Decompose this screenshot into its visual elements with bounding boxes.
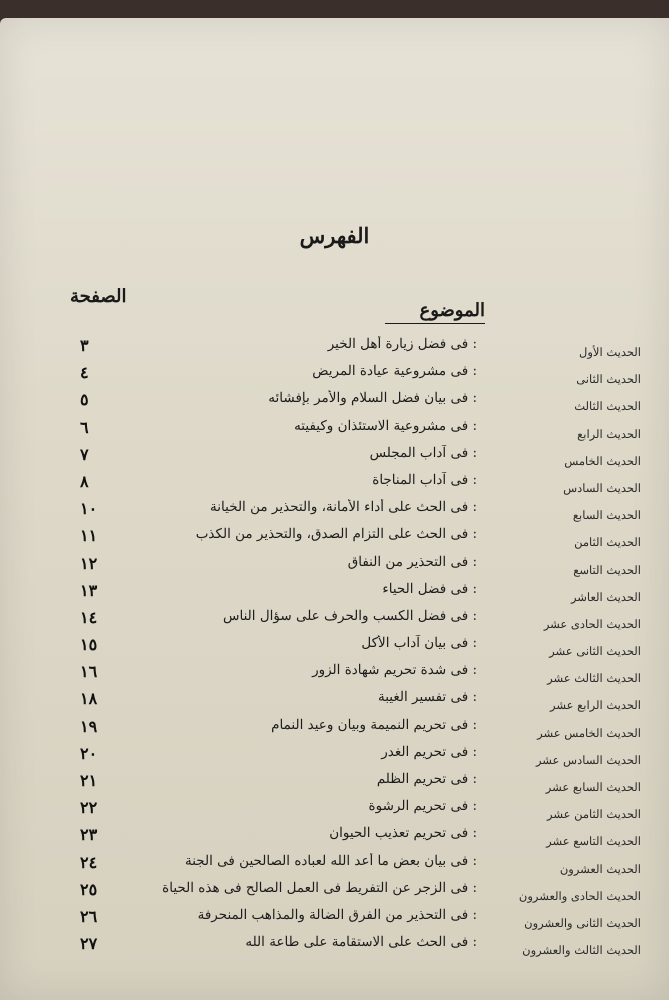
page-number: ١٥ [80, 635, 98, 655]
toc-list [0, 336, 669, 961]
page-number: ٦ [80, 417, 89, 437]
page-number: ٢٤ [80, 852, 98, 872]
hadith-label: الحديث السادس عشر [535, 752, 641, 767]
topic-text: فى تحريم الغدر [381, 743, 469, 760]
topic-wrap [122, 717, 477, 733]
leader-dots: : [468, 336, 477, 352]
hadith-label: الحديث الرابع عشر [550, 698, 641, 713]
topic-text: فى فضل زيارة أهل الخير [327, 336, 469, 352]
page-number: ٢٣ [80, 825, 98, 845]
hadith-label: الحديث التاسع عشر [546, 834, 641, 849]
topic-wrap [122, 771, 477, 787]
leader-dots: : [468, 743, 477, 760]
hadith-label: الحديث الحادى والعشرون [518, 888, 641, 903]
hadith-label: الحديث الثالث [574, 399, 641, 414]
page-number: ٢٦ [80, 906, 98, 926]
topic-wrap [122, 825, 477, 841]
topic-text: فى تحريم تعذيب الحيوان [329, 825, 469, 842]
leader-dots: : [468, 363, 477, 380]
page-number: ٣ [80, 336, 89, 355]
topic-wrap [122, 907, 477, 923]
page-number: ٢٧ [80, 934, 98, 954]
topic-text: فى التحذير من الفرق الضالة والمذاهب المنحرفة [197, 906, 469, 923]
page-number: ١١ [80, 526, 98, 546]
page-number: ١٨ [80, 689, 98, 709]
leader-dots: : [468, 444, 477, 461]
leader-dots: : [468, 906, 477, 923]
hadith-label: الحديث الحادى عشر [543, 616, 641, 631]
hadith-label: الحديث الأول [579, 345, 641, 359]
topic-text: فى آداب المجلس [369, 444, 469, 461]
toc-entry [0, 798, 669, 825]
leader-dots: : [468, 689, 477, 706]
topic-text: فى الزجر عن التفريط فى العمل الصالح فى هذه الحياة [162, 879, 469, 896]
topic-text: فى تفسير الغيبة [377, 689, 469, 706]
topic-wrap [122, 853, 477, 869]
toc-entry [0, 717, 669, 744]
hadith-label: الحديث الخامس [564, 453, 641, 468]
topic-column-header: الموضوع [385, 300, 485, 324]
hadith-label: الحديث الرابع [577, 426, 641, 441]
leader-dots: : [468, 553, 477, 570]
leader-dots: : [468, 825, 477, 842]
topic-wrap [122, 363, 477, 379]
page-number: ٨ [80, 471, 89, 491]
topic-text: فى بيان آداب الأكل [361, 635, 469, 652]
topic-wrap [122, 581, 477, 597]
toc-entry [0, 445, 669, 472]
topic-text: فى فضل الكسب والحرف على سؤال الناس [223, 607, 469, 624]
topic-text: فى التحذير من النفاق [347, 553, 469, 570]
topic-text: فى مشروعية عيادة المريض [312, 363, 469, 380]
page-number: ٢١ [80, 771, 98, 790]
page-number: ٢٥ [80, 879, 98, 899]
leader-dots: : [468, 390, 477, 407]
topic-text: فى تحريم الرشوة [368, 798, 469, 815]
topic-wrap [122, 662, 477, 678]
page-number: ١٢ [80, 553, 98, 573]
leader-dots: : [468, 499, 477, 516]
leader-dots: : [468, 934, 477, 951]
topic-wrap [122, 689, 477, 705]
topic-wrap [122, 390, 477, 406]
topic-wrap [122, 798, 477, 814]
page-number: ١٠ [80, 499, 98, 519]
toc-entry [0, 771, 669, 798]
toc-entry [0, 363, 669, 390]
hadith-label: الحديث الثانى والعشرون [524, 915, 641, 930]
toc-entry [0, 581, 669, 608]
page-number: ١٦ [80, 662, 98, 682]
page-number: ٢٠ [80, 743, 98, 763]
page-number: ٢٢ [80, 798, 98, 818]
topic-text: فى تحريم النميمة وبيان وعيد النمام [271, 716, 469, 733]
leader-dots: : [468, 607, 477, 624]
toc-entry [0, 907, 669, 934]
hadith-label: الحديث الخامس عشر [537, 725, 641, 740]
hadith-label: الحديث الثالث عشر [547, 671, 641, 686]
hadith-label: الحديث الثانى [576, 372, 641, 387]
topic-wrap [122, 445, 477, 461]
toc-entry [0, 554, 669, 581]
toc-entry [0, 472, 669, 499]
page-number: ٤ [80, 363, 89, 383]
toc-entry [0, 526, 669, 553]
hadith-label: الحديث السادس [563, 480, 641, 495]
hadith-label: الحديث العاشر [570, 589, 641, 604]
topic-text: فى فضل الحياء [382, 580, 469, 597]
hadith-label: الحديث العشرون [559, 861, 641, 876]
hadith-label: الحديث الثانى عشر [549, 644, 641, 659]
leader-dots: : [468, 798, 477, 815]
toc-entry [0, 662, 669, 689]
topic-wrap [122, 554, 477, 570]
leader-dots: : [468, 635, 477, 652]
topic-wrap [122, 608, 477, 624]
toc-entry [0, 853, 669, 880]
toc-entry [0, 880, 669, 907]
topic-text: فى الحث على أداء الأمانة، والتحذير من الخيانة [210, 499, 469, 516]
leader-dots: : [468, 417, 477, 434]
page-number: ٥ [80, 390, 89, 410]
hadith-label: الحديث السابع عشر [545, 780, 641, 794]
topic-wrap [122, 526, 477, 542]
toc-entry [0, 336, 669, 363]
toc-entry [0, 499, 669, 526]
topic-wrap [122, 336, 477, 352]
hadith-label: الحديث السابع [572, 508, 641, 523]
topic-wrap [122, 934, 477, 950]
topic-wrap [122, 635, 477, 651]
topic-text: فى شدة تحريم شهادة الزور [312, 662, 469, 679]
topic-text: فى بيان فضل السلام والأمر بإفشائه [268, 390, 469, 407]
leader-dots: : [468, 771, 477, 787]
topic-wrap [122, 880, 477, 896]
topic-text: فى الحث على التزام الصدق، والتحذير من الكذب [195, 526, 469, 543]
topic-wrap [122, 744, 477, 760]
topic-wrap [122, 472, 477, 488]
hadith-label: الحديث التاسع [573, 562, 641, 577]
hadith-label: الحديث الثامن عشر [546, 807, 641, 822]
hadith-label: الحديث الثالث والعشرون [522, 943, 641, 958]
toc-entry [0, 418, 669, 445]
page-number: ٧ [80, 444, 89, 464]
toc-entry [0, 744, 669, 771]
leader-dots: : [468, 580, 477, 597]
toc-entry [0, 689, 669, 716]
page-number: ١٩ [80, 716, 98, 736]
topic-text: فى الحث على الاستقامة على طاعة الله [245, 934, 469, 951]
page-number: ١٤ [80, 607, 98, 627]
toc-entry [0, 825, 669, 852]
toc-entry [0, 608, 669, 635]
toc-entry [0, 390, 669, 417]
page-number: ١٣ [80, 580, 98, 600]
leader-dots: : [468, 526, 477, 543]
leader-dots: : [468, 662, 477, 679]
leader-dots: : [468, 716, 477, 733]
leader-dots: : [468, 852, 477, 869]
leader-dots: : [468, 879, 477, 896]
book-page [0, 18, 669, 1000]
topic-text: فى تحريم الظلم [376, 771, 469, 787]
topic-wrap [122, 418, 477, 434]
page-column-header: الصفحة [70, 286, 127, 307]
topic-text: فى آداب المناجاة [372, 471, 469, 488]
topic-text: فى مشروعية الاستئذان وكيفيته [294, 417, 469, 434]
toc-entry [0, 635, 669, 662]
toc-entry [0, 934, 669, 961]
topic-wrap [122, 499, 477, 515]
hadith-label: الحديث الثامن [574, 535, 641, 550]
page-title: الفهرس [299, 223, 370, 248]
topic-text: فى بيان بعض ما أعد الله لعباده الصالحين فى الجنة [184, 852, 469, 869]
leader-dots: : [468, 471, 477, 488]
